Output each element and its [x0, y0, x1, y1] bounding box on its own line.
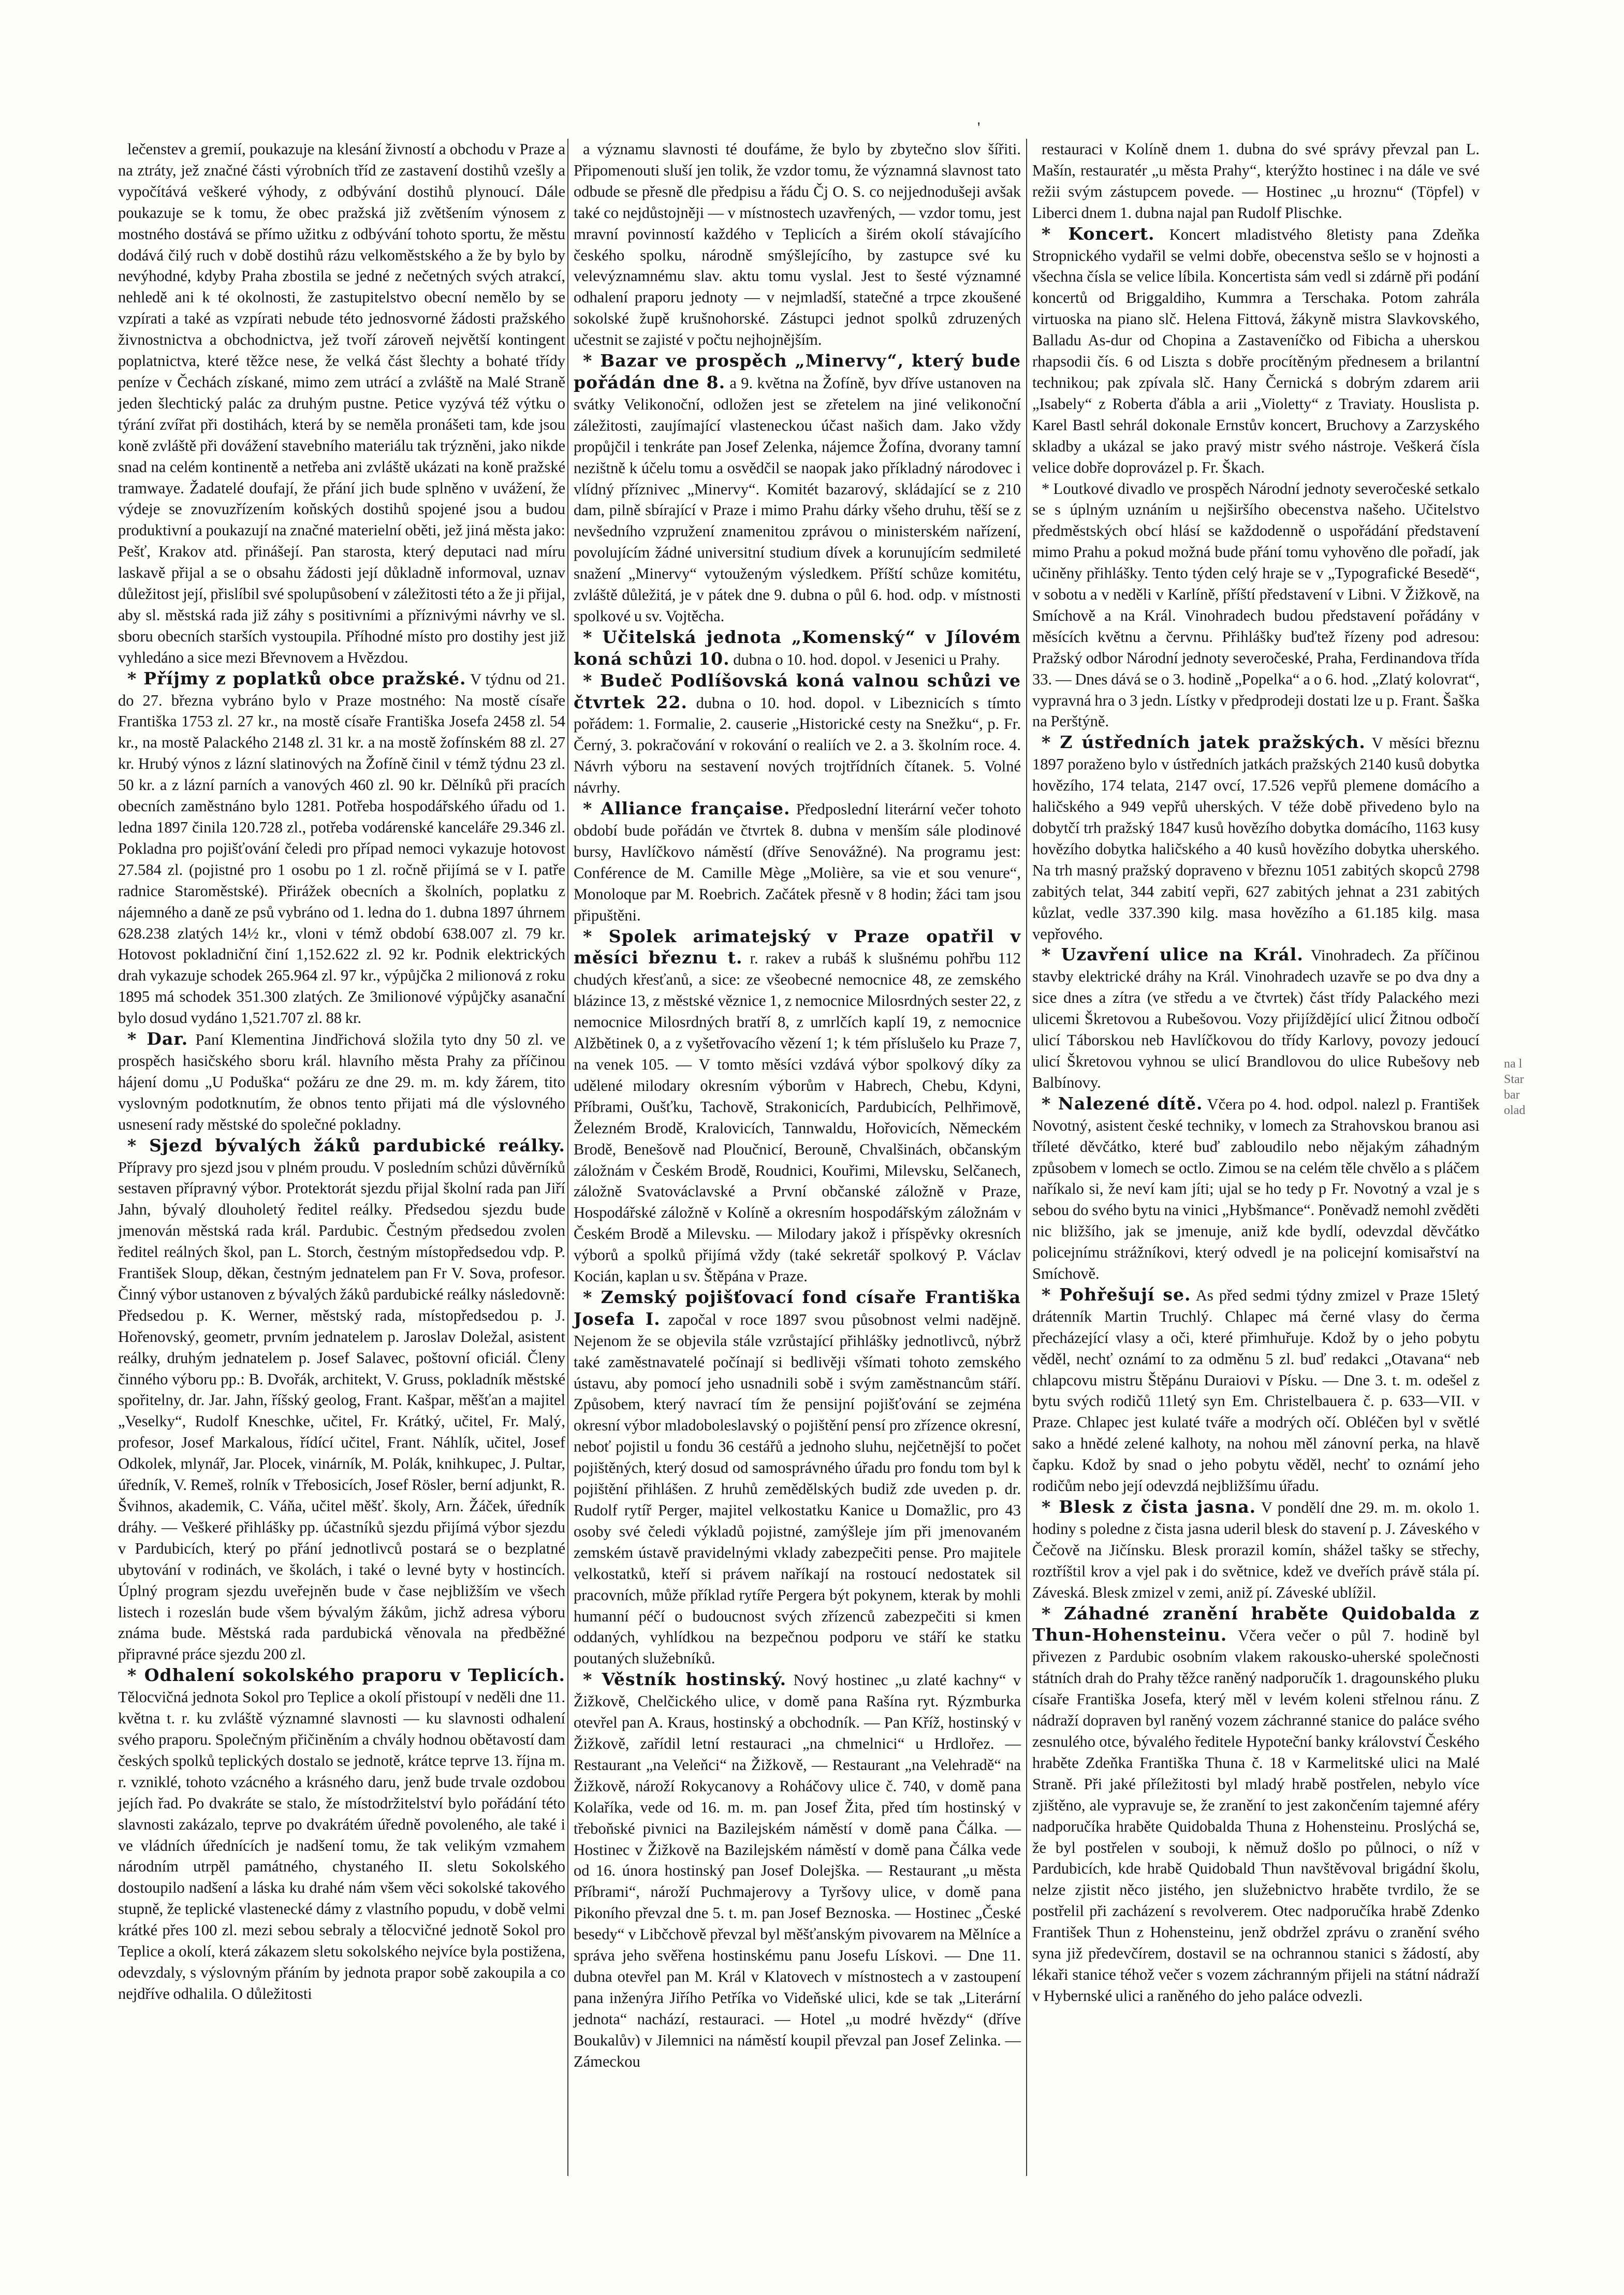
- article-paragraph: lečenstev a gremií, poukazuje na klesání živností a obchodu v Praze a na ztráty, jež značné části výrobních tříd ze zastavení dostihů vzešly a vypočítává veškeré výhody, z odbývání dostihů plynoucí. Dále poukazuje se k tomu, že obec pražská již zvětšením výnosem z mostného dostává se přímo užitku z odbývání tohoto sportu, že městu dodává čilý ruch v době dostihů rázu velkoměstského a že by bylo by nevýhodné, kdyby Praha zbostila se jedné z nečetných svých atrakcí, nehledě ani k té okolnosti, že zastupitelstvo obecní nemělo by se vzpírati a také as vzpírati nebude této jednosvorné žádosti pražského živnostnictva a obchodnictva, jež tvoří zároveň největší kontingent poplatnictva, které těžce nese, že velká část šlechty a bohaté třídy peníze v Čechách získané, mimo zem utrácí a zvláště na Malé Straně jeden šlechtický palác za druhým pustne. Petice vyzývá též výtku o týrání zvířat při dostihách, která by se neměla pronášeti tam, kde jsou koně zvláště při dovážení stavebního materiálu tak trýzněni, jako nikde snad na celém kontinentě a netřeba ani zvláště ukázati na koně pražské tramwaye. Žadatelé doufají, že přání jich bude splněno v uvážení, že výdeje se znovuzřízením koňských dostihů spojené jsou a budou produktivní a poukazují na značné materielní oběti, jež jiná města jako: Pešť, Krakov atd. přinášejí. Pan starosta, který deputaci nad míru laskavě přijal a se o obsahu žádosti její důkladně informoval, uznav důležitost její, přislíbil své spolupůsobení v záležitosti této a že ji přijal, aby sl. městská rada již záhy s positivními a příznivými návrhy ve sl. sboru obecních starších vystoupila. Příhodné místo pro dostihy jest již vyhledáno a sice mezi Břevnovem a Hvězdou.: [118, 140, 565, 666]
- article-headline: * Nalezené dítě.: [1042, 1093, 1203, 1114]
- article-paragraph: * Budeč Podlíšovská koná valnou schůzi ve čtvrtek 22. dubna o 10. hod. dopol. v Libeznicích s tímto pořádem: 1. Formalie, 2. causerie „Historické cesty na Snežku“, p. Fr. Černý, 3. pokračování v rokování o realiích ve 2. a 3. školním roce. 4. Návrh výboru na sestavení nových trojtřídních čítanek. 5. Volné návrhy.: [574, 670, 1021, 797]
- article-headline: * Uzavření ulice na Král.: [1042, 944, 1304, 965]
- article-paragraph: * Uzavření ulice na Král. Vinohradech. Za příčinou stavby elektrické dráhy na Král. Vinohradech uzavře se po dva dny a sice dnes a zítra (ve středu a ve čtvrtek) část třídy Palackého mezi ulicemi Škretovou a Rubešovou. Vozy přijíždějící ulicí Žitnou odbočí ulicí Táborskou neb Havlíčkovou do třídy Karlovy, povozy jedoucí ulicí Škretovou vyhnou se ulicí Brandlovou do ulice Rubešovy neb Balbínovy.: [1032, 944, 1480, 1091]
- column-3: [1032, 139, 1480, 2007]
- article-paragraph: * Učitelská jednota „Komenský“ v Jílovém koná schůzi 10. dubna o 10. hod. dopol. v Jesenici u Prahy.: [574, 626, 1021, 669]
- article-headline: * Učitelská jednota „Komenský“ v Jílovém koná schůzi 10.: [574, 626, 1021, 669]
- article-paragraph: * Loutkové divadlo ve prospěch Národní jednoty severočeské setkalo se s úplným uznáním u nejširšího obecenstva našeho. Učitelstvo předměstských obcí hlásí se každodenně o uspořádání představení mimo Prahu a pokud možná bude přání tomu vyhověno dle pořadí, jak učiněny přihlášky. Tento týden celý hraje se v „Typografické Besedě“, v sobotu a v neděli v Karlíně, příští představení v Libni. V Žižkově, na Smíchově a na Král. Vinohradech budou představení pořádány v měsících květnu a červnu. Přihlášky buďtež řízeny pod adresou: Pražský odbor Národní jednoty severočeské, Praha, Ferdinandova třída 33. — Dnes dává se o 3. hodině „Popelka“ a o 6. hod. „Zlatý kolovrat“, vypravná hra o 3 jedn. Lístky v předprodeji dostati lze u p. Frant. Šaška na Perštýně.: [1032, 479, 1480, 730]
- column-1: [118, 139, 565, 2005]
- article-headline: * Zemský pojišťovací fond císaře Františka Josefa I.: [574, 1287, 1021, 1329]
- article-paragraph: * Dar. Paní Klementina Jindřichová složila tyto dny 50 zl. ve prospěch hasičského sboru král. hlavního města Prahy za příčinou hájení domu „U Poduška“ požáru ze dne 29. m. m. kdy žárem, tito vyslovným podotknutím, že obnos tento přijati má dle výslovného usnesení rady městské do společné pokladny.: [118, 1029, 565, 1133]
- article-headline: * Koncert.: [1042, 223, 1155, 244]
- bleed-line: olad: [1504, 1104, 1526, 1117]
- bleed-line: bar: [1504, 1088, 1520, 1102]
- article-paragraph: a významu slavnosti té doufáme, že bylo by zbytečno slov šířiti. Připomenouti sluší jen tolik, že vzdor tomu, že významná slavnost tato odbude se přesně dle předpisu a řádu Čj O. S. co nejjednodušeji avšak také co nejdůstojněji — v místnostech uzavřených, — vzdor tomu, jest mravní povinností každého v Teplicích a širém okolí stávajícího českého spolku, národně smýšlejícího, by zastupce své ku velevýznamnému slav. aktu tomu vyslal. Jest to šesté významné odhalení praporu jednoty — v nejmladší, statečné a trpce zkoušené sokolské župě krušnohorské. Zástupci jednot spolků zdruzených učestnit se zajisté v počtu nejhojnějším.: [574, 140, 1021, 349]
- article-paragraph: * Blesk z čista jasna. V pondělí dne 29. m. m. okolo 1. hodiny s poledne z čista jasna uderil blesk do stavení p. J. Záveského v Čečově na Jičínsku. Blesk prorazil komín, shážel tašky se střechy, roztříštil krov a vjel pak i do světnice, kdež ve dveřích právě stála pí. Záveská. Blesk zmizel v zemi, aniž pí. Záveské ublížil.: [1032, 1497, 1480, 1601]
- newspaper-page: [118, 139, 1511, 2184]
- article-headline: * Z ústředních jatek pražských.: [1042, 732, 1366, 753]
- article-paragraph: * Sjezd bývalých žáků pardubické reálky. Přípravy pro sjezd jsou v plném proudu. V posledním schůzi důvěrníků sestaven přípravný výbor. Protektorát sjezdu přijal školní rada pan Jiří Jahn, bývalý dlouholetý ředitel reálky. Předsedou sjezdu bude jmenován městská rada král. Pardubic. Čestným předsedou zvolen ředitel reálných škol, pan L. Storch, čestným místopředsedou vdp. P. František Sloup, děkan, čestným jednatelem pan Fr V. Sova, profesor. Činný výbor ustanoven z bývalých žáků pardubické reálky následovně: Předsedou p. K. Werner, městský rada, místopředsedou p. J. Hořenovský, geometr, prvním jednatelem p. Jaroslav Doležal, asistent reálky, druhým jednatelem p. Josef Salavec, poštovní oficiál. Členy činného výboru pp.: B. Dvořák, architekt, V. Gruss, pokladník městské spořitelny, dr. Jar. Jahn, říšský geolog, Frant. Kašpar, měšťan a majitel „Veselky“, Rudolf Kneschke, učitel, Fr. Krátký, učitel, Fr. Malý, profesor, Josef Markalous, řídící učitel, Frant. Náhlík, učitel, Josef Odkolek, mlynář, Jar. Plocek, vinárník, M. Polák, knihkupec, J. Pultar, úředník, V. Remeš, rolník v Třebosicích, Josef Rösler, berní adjunkt, R. Švihnos, akademik, C. Váňa, učitel měšť. školy, Arn. Žáček, úředník dráhy. — Veškeré přihlášky pp. účastníků sjezdu přijímá výbor sjezdu v Pardubicích, který po přání jednotlivců postará se o bezplatné ubytování v rodinách, ve školách, i také o levné byty v hostincích. Úplný program sjezdu uveřejněn bude v čase nejbližším ve všech listech i rozeslán bude všem bývalým žákům, jichž adresa výboru známa bude. Městská rada pardubická věnovala na předběžné připravné práce sjezdu 200 zl.: [118, 1135, 565, 1663]
- article-paragraph: * Nalezené dítě. Včera po 4. hod. odpol. nalezl p. František Novotný, asistent české techniky, v lomech za Strahovskou branou asi tříleté děvčátko, které buď zabloudilo nebo nějakým záhadným způsobem v lomech se octlo. Zimou se na celém těle chvělo a s pláčem naříkalo si, že neví kam jíti; ujal se ho tedy p Fr. Novotný a vzal je s sebou do svého bytu na vinici „Hybšmance“. Poněvadž nemohl zvěděti nic bližšího, jak se jmenuje, aniž kde bydlí, odevzdal děvčátko policejnímu strážníkovi, který odvedl je na policejní komisařství na Smíchově.: [1032, 1093, 1480, 1283]
- article-paragraph: * Příjmy z poplatků obce pražské. V týdnu od 21. do 27. března vybráno bylo v Praze mostného: Na mostě císaře Františka 1753 zl. 27 kr., na mostě císaře Františka Josefa 2458 zl. 54 kr., na mostě Palackého 2148 zl. 31 kr. a na mostě žofínském 88 zl. 27 kr. Hrubý výnos z lázní slatinových na Žofíně činil v témž týdnu 23 zl. 50 kr. a z lázní parních a vanových 460 zl. 90 kr. Dělníků při pracích obecních zaměstnáno bylo 1281. Potřeba hospodářského úřadu od 1. ledna 1897 činila 120.728 zl., potřeba vodárenské kanceláře 29.346 zl. Pokladna pro pojišťování čeledi pro případ nemoci vykazuje hotovost 27.584 zl. (pojistné pro 1 osobu po 1 zl. ročně přijímá se v I. patře radnice Staroměstské). Přirážek obecních a školních, poplatku z nájemného a daně ze psů vybráno od 1. ledna do 1. dubna 1897 úhrnem 628.238 zlatých 14½ kr., vloni v témž období 638.007 zl. 79 kr. Hotovost pokladniční činí 1,152.622 zl. 92 kr. Podnik elektrických drah vykazuje schodek 265.964 zl. 97 kr., výpůjčka 2 milionová z roku 1895 má schodek 351.300 zlatých. Ze 3milionové výpůjčky asanační bylo dosud vydáno 1,521.707 zl. 88 kr.: [118, 668, 565, 1027]
- article-headline: * Věstník hostinský.: [583, 1669, 787, 1690]
- column-2: [574, 139, 1021, 2072]
- article-headline: * Bazar ve prospěch „Minervy“, který bude pořádán dne 8.: [574, 350, 1021, 392]
- bleed-line: na l: [1504, 1057, 1523, 1071]
- article-headline: * Blesk z čista jasna.: [1042, 1497, 1256, 1517]
- article-paragraph: * Záhadné zranění hraběte Quidobalda z Thun-Hohensteinu. Včera večer o půl 7. hodině byl přivezen z Pardubic osobním vlakem rakousko-uherské společnosti státních drah do Prahy těžce raněný nadporučík 1. dragounského pluku císaře Františka Josefa, který měl v levém koleni střelnou ránu. Z nádraží dopraven byl raněný vozem záchranné stanice do paláce svého zesnulého otce, bývalého ředitele Hypoteční banky království Českého hraběte Zdeňka Františka Thuna č. 18 v Karmelitské ulici na Malé Straně. Při jaké příležitosti byl mladý hrabě postřelen, nebylo více zjištěno, ale vypravuje se, že zranění to jest zakončením tajemné aféry nadporučíka hraběte Quidobalda Thuna z Hohensteinu. Proslýchá se, že byl postřelen v souboji, k němuž došlo po půlnoci, o níž v Pardubicích, kde hrabě Quidobald Thun navštěvoval brigádní školu, nelze zjistit něco jistého, jen služebnictvo hraběte tvrdilo, že se postřelil při zacházení s revolverem. Otec nadporučíka hrabě Zdenko František Thun z Hohensteinu, jenž obdržel zprávu o zranění svého syna již předevčírem, dostavil se na ochrannou stanici s žádostí, aby lékaři stanice téhož večer s vozem záchranným přijeli na státní nádraží v Hybernské ulici a raněného do jeho paláce odvezli.: [1032, 1603, 1480, 2005]
- article-paragraph: * Koncert. Koncert mladistvého 8letisty pana Zdeňka Stropnického vydařil se velmi dobře, obecenstva sešlo se v hojnosti a všechna čísla se velice líbila. Koncertista sám vedl si zdárně při podání koncertů od Briggaldiho, Kummra a Terschaka. Potom zahrála virtuoska na piano slč. Helena Fittová, žákyně mistra Slavkovského, Balladu As-dur od Chopina a Zastaveníčko od Fibicha a uherskou rhapsodii čís. 6 od Liszta s dobře procítěným přednesem a brilantní technikou; pak zpívala slč. Hany Černická s dobrým zdarem arii „Isabely“ z Roberta ďábla a arii „Violetty“ z Traviaty. Houslista p. Karel Bastl sehrál dokonale Ernstův koncert, Bruchovy a Zarzyského skladby a ukázal se jako pravý mistr svého nástroje. Veškerá čísla velice dobře doprovázel p. Fr. Škach.: [1032, 223, 1480, 476]
- bleed-through-text: [1504, 1056, 1525, 1118]
- article-paragraph: * Alliance française. Předposlední literární večer tohoto období bude pořádán ve čtvrtek 8. dubna v menším sále plodinové bursy, Havlíčkovo náměstí (dříve Senovážné). Na programu jest: Conférence de M. Camille Mège „Molière, sa vie et sou venure“, Monoloque par M. Roebrich. Začátek přesně v 8 hodin; žáci tam jsou připuštěni.: [574, 798, 1021, 924]
- article-paragraph: * Věstník hostinský. Nový hostinec „u zlaté kachny“ v Žižkově, Chelčického ulice, v domě pana Rašína ryt. Rýzmburka otevřel pan A. Kraus, hostinský a obchodník. — Pan Kříž, hostinský v Žižkově, zařídil letní restauraci „na chmelnici“ u Hrdlořez. — Restaurant „na Veleňci“ na Žižkově, — Restaurant „na Velehradě“ na Žižkově, nároží Rokycanovy a Roháčovy ulice č. 740, v domě pana Kolaříka, vede od 16. m. m. pan Josef Žita, před tím hostinský v třeboňské pivnici na Bazilejském náměstí v domě pana Čálka. — Hostinec v Žižkově na Bazilejském náměstí v domě pana Čálka vede od 16. února hostinský pan Josef Dolejška. — Restaurant „u města Příbrami“, nároží Puchmajerovy a Tyršovy ulice, v domě pana Pikoního převzal dne 5. t. m. pan Josef Beznoska. — Hostinec „České besedy“ v Libčchově převzal byl měšťanským pivovarem na Mělníce a správa jeho svěřena hostinskému panu Josefu Lískovi. — Dne 11. dubna otevřel pan M. Král v Klatovech v místnostech a v zastoupení pana inženýra Jiřího Petříka vo Videňské ulici, kde se tak „Literární jednota“ nachází, restauraci. — Hotel „u modré hvězdy“ (dříve Boukalův) v Jilemnici na náměstí koupil převzal pan Josef Zelinka. — Zámeckou: [574, 1669, 1021, 2070]
- article-paragraph: * Z ústředních jatek pražských. V měsíci březnu 1897 poraženo bylo v ústředních jatkách pražských 2140 kusů dobytka hovězího, 174 telata, 2147 ovcí, 17.526 vepřů plemene domácího a haličského a 949 vepřů uherských. V téže době přivedeno bylo na dobytčí trh pražský 1847 kusů hovězího dobytka domácího, 1163 kusy hovězího dobytka haličského a 40 kusů hovězího dobytka uherského. Na trh masný pražský dopraveno v březnu 1051 zabitých skopců 2798 zabitých telat, 344 zabití vepři, 627 zabitých jehnat a 231 zabitých kůzlat, vedle 337.390 kilg. masa hovězího a 61.185 kilg. masa vepřového.: [1032, 732, 1480, 943]
- article-headline: * Záhadné zranění hraběte Quidobalda z Thun-Hohensteinu.: [1032, 1603, 1480, 1645]
- page-corner-mark: ': [977, 119, 981, 136]
- column-rule: [1026, 139, 1027, 2176]
- article-headline: * Alliance française.: [583, 798, 791, 819]
- article-paragraph: * Pohřešují se. As před sedmi týdny zmizel v Praze 15letý drátenník Martin Truchlý. Chlapec má černé vlasy do čerma přecházející vlasy a oči, které přimhuřuje. Kdož by o jeho pobytu věděl, nechť oznámí to za odměnu 5 zl. buď redakci „Otavana“ neb chlapcovu mistru Štěpánu Duraiovi v Písku. — Dne 3. t. m. odešel z bytu svých rodičů 11letý syn Em. Christelbauera č. p. 633—VII. v Praze. Chlapec jest kulaté tváře a modrých očí. Obléčen byl v světlé sako a hnědé zelené kalhoty, na nohou měl zánovní perka, na hlavě čapku. Kdož by snad o jeho pobytu věděl, nechť to oznámí jeho rodičům nebo její odevzdá nejbližšímu úřadu.: [1032, 1284, 1480, 1495]
- article-headline: * Dar.: [127, 1029, 188, 1049]
- article-paragraph: restauraci v Kolíně dnem 1. dubna do své správy převzal pan L. Mašín, restauratér „u města Prahy“, kterýžto hostinec i na dále ve své režii svým zástupcem povede. — Hostinec „u hroznu“ (Töpfel) v Liberci dnem 1. dubna najal pan Rudolf Plischke.: [1032, 140, 1480, 222]
- article-headline: * Spolek arimatejský v Praze opatřil v měsíci březnu t.: [574, 926, 1021, 968]
- article-headline: * Odhalení sokolského praporu v Teplicích.: [127, 1665, 565, 1686]
- column-rule: [567, 139, 568, 2176]
- article-headline: * Pohřešují se.: [1042, 1284, 1191, 1305]
- bleed-line: Star: [1504, 1073, 1524, 1086]
- article-paragraph: * Odhalení sokolského praporu v Teplicích. Tělocvičná jednota Sokol pro Teplice a okolí přistoupí v neděli dne 11. května t. r. ku zvláště významné slavnosti — ku slavnosti odhalení svého praporu. Společným přičiněním a chvály hodnou obětavostí dam českých spolků teplických dostalo se jednotě, krátce teprve 13. října m. r. vzniklé, tohoto vzácného a krásného daru, jenž bude trvale ozdobou jejích řad. Po dvakráte se stalo, že místodržitelství bylo pořádání této slavnosti zakázalo, teprve po dvakrátém úředně povoleného, ale také i ve vládních úřednících je nadšení tomu, že tak velikým vzmahem národním utrpěl památného, chystaného II. sletu Sokolského dostoupilo nadšení a láska ku drahé nám všem věci sokolské takového stupně, že teplické vlastenecké dámy z vlastního popudu, v době velmi krátké přes 100 zl. mezi sebou sebraly a tělocvičné jednotě Sokol pro Teplice a okolí, která zákazem sletu sokolského nejvíce byla postižena, odevzdaly, s výslovným přáním by jednota prapor sobě zakoupila a co nejdříve odhalila. O důležitosti: [118, 1665, 565, 2002]
- article-paragraph: * Bazar ve prospěch „Minervy“, který bude pořádán dne 8. a 9. května na Žofíně, byv dříve ustanoven na svátky Velikonoční, odložen jest se zřetelem na jiné velikonoční záležitosti, zaujímající vlasteneckou účast našich dam. Jako vždy propůjčil i tenkráte pan Josef Zelenka, nájemce Žofína, dvorany tamní nezištně k účelu tomu a osvědčil se naopak jako příkladný národovec i vlídný příznivec „Minervy“. Komitét bazarový, skládající se z 210 dam, pilně sbírající v Praze i mimo Prahu dárky všeho druhu, těší se z nevšedního vzpružení znamenitou zprávou o ministerském nařízení, povolujícím žádné universitní studium dívek a korunujícím sedmileté snažení „Minervy“ vytouženým výsledkem. Příští schůze komitétu, zvláště důležitá, je v pátek dne 9. dubna o půl 6. hod. odp. v místnosti spolkové u sv. Vojtěcha.: [574, 350, 1021, 625]
- article-headline: * Sjezd bývalých žáků pardubické reálky.: [127, 1135, 565, 1156]
- article-paragraph: * Zemský pojišťovací fond císaře Františka Josefa I. započal v roce 1897 svou působnost velmi nadějně. Nejenom že se objevila stále vzrůstající přihlášky jednotlivců, nýbrž také zaměstnavatelé počínají si bedlivěji všímati tohoto zemského ústavu, aby pomocí jeho usnadnili sobě i svým zaměstnancům stáří. Způsobem, který navrací tím že pensijní pojišťování se zejména okresní výbor mladoboleslavský o pojištění pensí pro zřízence okresní, neboť pojistil u fondu 36 cestářů a jednoho sluhu, nejčetnější to počet pojištěných, který dosud od samosprávného úřadu pro fondu tom byl k pojištění přihlášen. Z hruhů zemědělských budiž zde uveden p. dr. Rudolf rytíř Perger, majitel velkostatku Kanice u Domažlic, pro 43 osoby své čeledi výkladů pojistné, zamýšleje jím při jmenovaném zemském ústavě pravidelnými vklady zabezpečiti pense. Pro majitele velkostatků, kteří si právem naříkají na rostoucí nedostatek sil pracovních, může příklad rytíře Pergera být pokynem, kterak by mohli humanní péčí o budoucnost svých zřízenců zabezpečiti si kmen oddaných, vyhlídkou na bezpečnou podporu ve stáří ke statku poutaných služebníků.: [574, 1287, 1021, 1668]
- article-headline: * Příjmy z poplatků obce pražské.: [127, 668, 466, 689]
- article-headline: * Budeč Podlíšovská koná valnou schůzi ve čtvrtek 22.: [574, 670, 1021, 712]
- article-paragraph: * Spolek arimatejský v Praze opatřil v měsíci březnu t. r. rakev a rubáš k slušnému pohřbu 112 chudých křesťanů, a sice: ze všeobecné nemocnice 48, ze zemského blázince 13, z městské věznice 1, z nemocnice Milosrdných sester 22, z nemocnice Milosrdných bratří 8, z umrlčích kaplí 19, z nemocnice Alžbětinek 0, a z vyšetřovacího vězení 1; k tém příslušelo ku Praze 7, na venek 105. — V tomto měsíci vzdává výbor spolkový díky za udělené milodary okresním výborům v Habrech, Chebu, Kdyni, Příbrami, Oušťku, Tachově, Strakonicích, Pardubicích, Pelhřimově, Železném Brodě, Kralovicích, Tannwaldu, Hořovicích, Německém Brodě, Benešově nad Ploučnicí, Berouně, Chvalšinách, občanským záložnám v Českém Brodě, Roudnici, Kouřimi, Milevsku, Selčanech, záložně Svatováclavské a První občanské záložně v Praze, Hospodářské záložně v Kolíně a okresním hospodářským záložnám v Českém Brodě a Milevsku. — Milodary jakož i příspěvky okresních výborů a spolků přijímá vždy (také sekretář spolkový P. Václav Kocián, kaplan u sv. Štěpána v Praze.: [574, 926, 1021, 1285]
